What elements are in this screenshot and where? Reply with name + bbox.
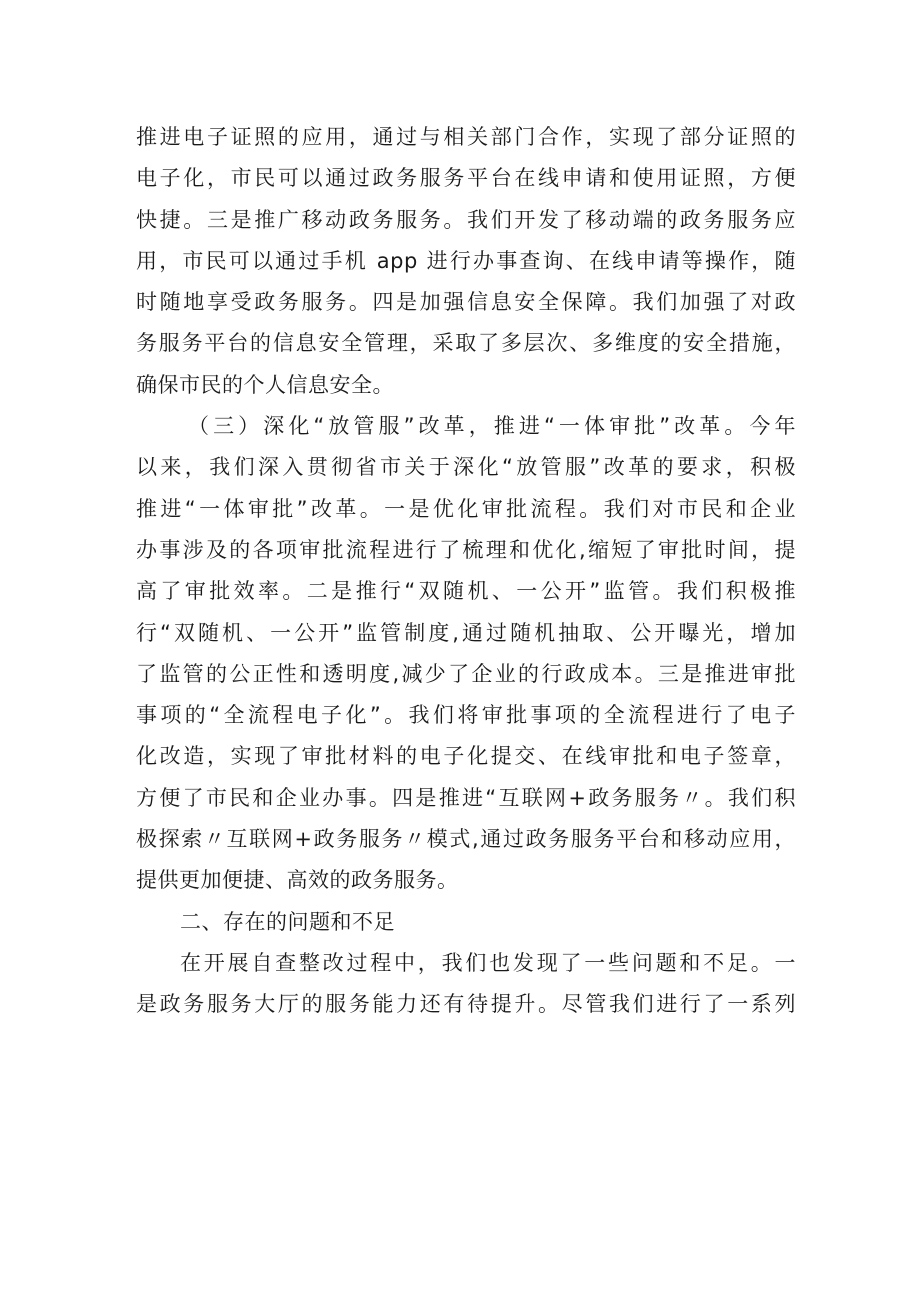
- paragraph-line: 行“双随机、一公开”监管制度,通过随机抽取、公开曝光，增加: [136, 620, 796, 645]
- paragraph-line: 极探索〃互联网+政务服务〃模式,通过政务服务平台和移动应用，: [136, 827, 796, 852]
- paragraph-line: 高了审批效率。二是推行“双随机、一公开”监管。我们积极推: [136, 579, 796, 604]
- paragraph-line: 化改造，实现了审批材料的电子化提交、在线审批和电子签章，: [136, 744, 796, 769]
- section-heading: 二、存在的问题和不足: [180, 909, 395, 934]
- paragraph-line: 确保市民的个人信息安全。: [136, 372, 394, 397]
- paragraph-line: 电子化，市民可以通过政务服务平台在线申请和使用证照，方便: [136, 166, 796, 191]
- paragraph-line: 在开展自查整改过程中，我们也发现了一些问题和不足。一: [180, 950, 796, 975]
- paragraph-line: 以来，我们深入贯彻省市关于深化“放管服”改革的要求，积极: [136, 455, 796, 480]
- paragraph-line: 时随地享受政务服务。四是加强信息安全保障。我们加强了对政: [136, 290, 796, 315]
- paragraph-line: 提供更加便捷、高效的政务服务。: [136, 868, 459, 893]
- paragraph-line: 用，市民可以通过手机 app 进行办事查询、在线申请等操作，随: [136, 248, 796, 273]
- paragraph-line: 务服务平台的信息安全管理，采取了多层次、多维度的安全措施，: [136, 331, 796, 356]
- section-heading-line: （三）深化“放管服”改革，推进“一体审批”改革。今年: [188, 414, 796, 439]
- document-body: [136, 117, 796, 1026]
- paragraph-line: 事项的“全流程电子化”。我们将审批事项的全流程进行了电子: [136, 703, 796, 728]
- paragraph-line: 快捷。三是推广移动政务服务。我们开发了移动端的政务服务应: [136, 207, 796, 232]
- paragraph-line: 方便了市民和企业办事。四是推进“互联网+政务服务〃。我们积: [136, 785, 796, 810]
- paragraph-line: 推进“一体审批”改革。一是优化审批流程。我们对市民和企业: [136, 496, 796, 521]
- paragraph-line: 是政务服务大厅的服务能力还有待提升。尽管我们进行了一系列: [136, 992, 796, 1017]
- paragraph-line: 办事涉及的各项审批流程进行了梳理和优化,缩短了审批时间，提: [136, 537, 796, 562]
- paragraph-line: 推进电子证照的应用，通过与相关部门合作，实现了部分证照的: [136, 125, 796, 149]
- paragraph-line: 了监管的公正性和透明度,减少了企业的行政成本。三是推进审批: [136, 661, 796, 686]
